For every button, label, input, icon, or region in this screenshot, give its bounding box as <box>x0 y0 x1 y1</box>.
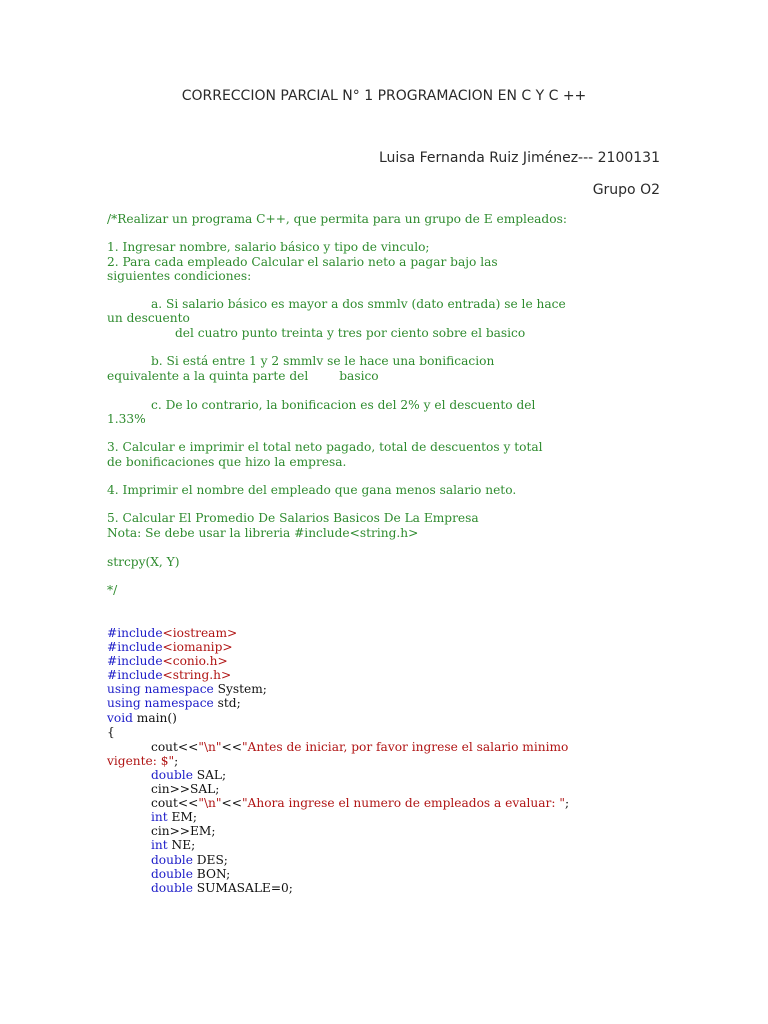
code-text: SAL; <box>192 768 227 782</box>
code-text: DES; <box>192 853 228 867</box>
code-text: NE; <box>167 838 196 852</box>
code-line-int-em <box>151 810 711 824</box>
keyword: int <box>151 810 168 824</box>
comment-line-15: 5. Calcular El Promedio De Salarios Basicos De La Empresa <box>107 511 479 525</box>
comment-line-18: */ <box>107 583 118 597</box>
document-title: CORRECCION PARCIAL N° 1 PROGRAMACION EN C Y C ++ <box>181 88 587 104</box>
comment-line-1: /*Realizar un programa C++, que permita para un grupo de E empleados: <box>107 212 567 226</box>
code-line-double-des <box>151 853 711 867</box>
code-text: BON; <box>192 867 231 881</box>
keyword: #include <box>107 668 163 682</box>
code-line-include-string <box>107 668 667 682</box>
comment-line-9: equivalente a la quinta parte del basico <box>107 369 379 383</box>
string-literal: vigente: $" <box>107 754 175 768</box>
code-line-include-iomanip <box>107 640 667 654</box>
code-line-main <box>107 711 667 725</box>
code-text: System; <box>213 682 267 696</box>
comment-line-14: 4. Imprimir el nombre del empleado que gana menos salario neto. <box>107 483 517 497</box>
code-text: ; <box>174 754 179 768</box>
code-line-cout-1 <box>151 740 711 754</box>
author-line: Luisa Fernanda Ruiz Jiménez--- 2100131 <box>378 150 660 166</box>
comment-line-4: siguientes condiciones: <box>107 269 252 283</box>
code-line-cout-1-cont <box>107 754 667 768</box>
code-line-include-iostream <box>107 626 667 640</box>
code-line-using-system <box>107 682 667 696</box>
header-name: <iomanip> <box>162 640 233 654</box>
code-line-cin-sal: cin>>SAL; <box>151 782 220 796</box>
comment-line-16: Nota: Se debe usar la libreria #include<string.h> <box>107 526 419 540</box>
comment-line-2: 1. Ingresar nombre, salario básico y tipo de vinculo; <box>107 240 430 254</box>
code-line-double-sal <box>151 768 711 782</box>
code-text: std; <box>213 696 241 710</box>
keyword: double <box>151 867 193 881</box>
string-literal: "\n" <box>198 796 222 810</box>
comment-line-6: un descuento <box>107 311 190 325</box>
keyword: using namespace <box>107 682 214 696</box>
code-text: EM; <box>167 810 198 824</box>
comment-line-11: 1.33% <box>107 412 146 426</box>
string-literal: "Ahora ingrese el numero de empleados a evaluar: " <box>241 796 565 810</box>
keyword: double <box>151 768 193 782</box>
comment-line-17: strcpy(X, Y) <box>107 555 180 569</box>
code-line-cout-2 <box>151 796 711 810</box>
code-text: cout<< <box>151 740 199 754</box>
code-line-using-std <box>107 696 667 710</box>
group-line: Grupo O2 <box>592 182 660 198</box>
code-text: ; <box>564 796 570 810</box>
header-name: <string.h> <box>162 668 232 682</box>
code-text: << <box>221 740 242 754</box>
code-line-int-ne <box>151 838 711 852</box>
code-text: cout<< <box>151 796 199 810</box>
string-literal: "Antes de iniciar, por favor ingrese el salario minimo <box>241 740 569 754</box>
header-name: <iostream> <box>162 626 238 640</box>
code-line-open-brace: { <box>107 725 115 739</box>
keyword: #include <box>107 640 163 654</box>
code-line-cin-em: cin>>EM; <box>151 824 216 838</box>
keyword: using namespace <box>107 696 214 710</box>
comment-line-13: de bonificaciones que hizo la empresa. <box>107 455 347 469</box>
code-line-double-bon <box>151 867 711 881</box>
comment-line-7: del cuatro punto treinta y tres por ciento sobre el basico <box>175 326 526 340</box>
keyword: double <box>151 853 193 867</box>
keyword: #include <box>107 654 163 668</box>
string-literal: "\n" <box>198 740 222 754</box>
comment-line-12: 3. Calcular e imprimir el total neto pagado, total de descuentos y total <box>107 440 543 454</box>
keyword: void <box>107 711 133 725</box>
keyword: int <box>151 838 168 852</box>
code-text: SUMASALE=0; <box>192 881 293 895</box>
comment-line-5: a. Si salario básico es mayor a dos smmlv (dato entrada) se le hace <box>151 297 566 311</box>
keyword: double <box>151 881 193 895</box>
header-name: <conio.h> <box>162 654 228 668</box>
keyword: #include <box>107 626 163 640</box>
code-line-include-conio <box>107 654 667 668</box>
code-text: << <box>221 796 242 810</box>
code-line-double-sumasale <box>151 881 711 895</box>
code-text: main() <box>132 711 177 725</box>
comment-line-10: c. De lo contrario, la bonificacion es del 2% y el descuento del <box>151 398 536 412</box>
comment-line-8: b. Si está entre 1 y 2 smmlv se le hace una bonificacion <box>151 354 495 368</box>
comment-line-3: 2. Para cada empleado Calcular el salario neto a pagar bajo las <box>107 255 498 269</box>
